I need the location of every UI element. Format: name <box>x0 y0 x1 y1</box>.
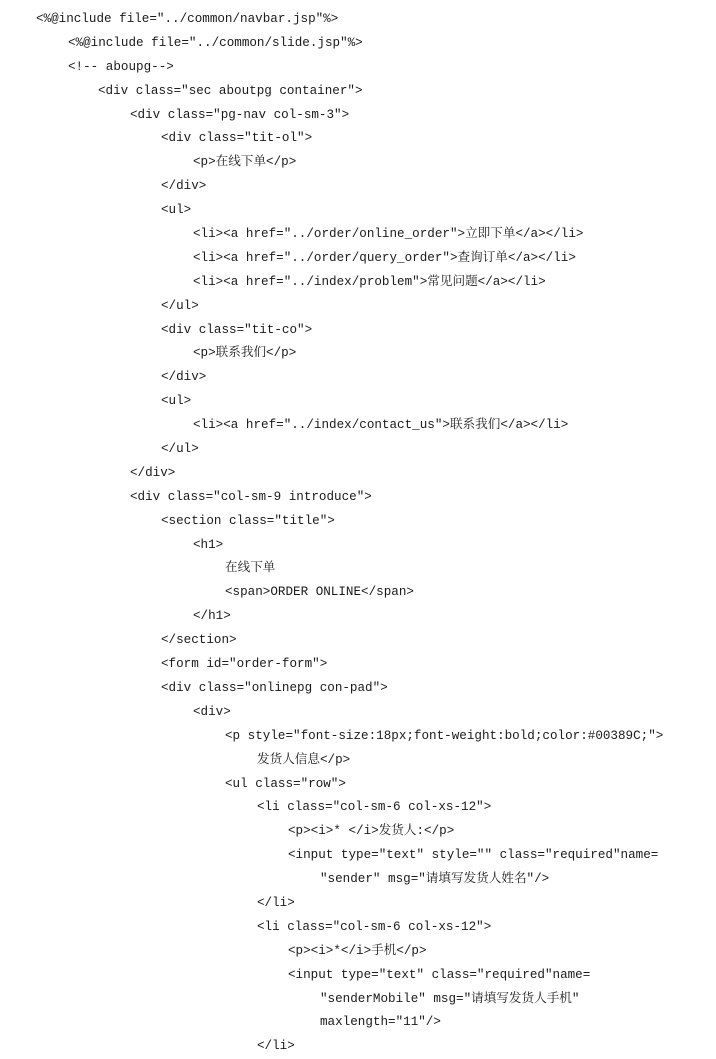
code-line: 发货人信息</p> <box>257 752 351 767</box>
code-line: <p style="font-size:18px;font-weight:bold;color:#00389C;"> <box>225 728 664 743</box>
code-line: <p>联系我们</p> <box>193 346 297 361</box>
code-line: </div> <box>161 370 207 385</box>
code-line: <div class="tit-co"> <box>161 322 313 337</box>
code-line: <div class="pg-nav col-sm-3"> <box>130 107 350 122</box>
code-listing <box>0 8 716 1059</box>
code-line: <p><i>* </i>发货人:</p> <box>288 824 455 839</box>
code-line: <form id="order-form"> <box>161 657 328 672</box>
code-line: maxlength="11"/> <box>320 1015 441 1030</box>
code-line: <div class="tit-ol"> <box>161 131 313 146</box>
code-line: <li><a href="../index/problem">常见问题</a></li> <box>193 274 546 289</box>
code-line: <div class="onlinepg con-pad"> <box>161 680 388 695</box>
code-line: "sender" msg="请填写发货人姓名"/> <box>320 872 550 887</box>
code-line: </li> <box>257 895 295 910</box>
code-line: <li class="col-sm-6 col-xs-12"> <box>257 919 492 934</box>
code-line: <!-- aboupg--> <box>68 59 174 74</box>
code-line: <ul> <box>161 203 192 218</box>
code-line: </section> <box>161 633 237 648</box>
code-line: <%@include file="../common/navbar.jsp"%> <box>36 12 339 26</box>
code-line: <section class="title"> <box>161 513 335 528</box>
code-line: <li><a href="../order/query_order">查询订单</a></li> <box>193 250 576 265</box>
code-line: <div class="col-sm-9 introduce"> <box>130 489 372 504</box>
code-line: </li> <box>257 1039 295 1054</box>
code-line: <p>在线下单</p> <box>193 155 297 170</box>
code-line: </ul> <box>161 298 199 313</box>
code-line: 在线下单 <box>225 561 276 576</box>
code-line: <ul class="row"> <box>225 776 346 791</box>
code-line: </div> <box>130 465 176 480</box>
code-line: <span>ORDER ONLINE</span> <box>225 585 414 600</box>
code-line: "senderMobile" msg="请填写发货人手机" <box>320 991 580 1006</box>
code-line: <li><a href="../index/contact_us">联系我们</a></li> <box>193 418 569 433</box>
code-line: </h1> <box>193 609 231 624</box>
code-line: </div> <box>161 179 207 194</box>
code-line: <input type="text" class="required"name= <box>288 967 591 982</box>
code-line: <p><i>*</i>手机</p> <box>288 943 427 958</box>
code-line: </ul> <box>161 442 199 457</box>
code-line: <li><a href="../order/online_order">立即下单</a></li> <box>193 227 584 242</box>
code-line: <%@include file="../common/slide.jsp"%> <box>68 35 363 50</box>
code-line: <li class="col-sm-6 col-xs-12"> <box>257 800 492 815</box>
code-line: <ul> <box>161 394 192 409</box>
code-line: <h1> <box>193 537 224 552</box>
code-line: <input type="text" style="" class="required"name= <box>288 848 659 863</box>
code-line: <div> <box>193 704 231 719</box>
code-line: <div class="sec aboutpg container"> <box>98 83 363 98</box>
